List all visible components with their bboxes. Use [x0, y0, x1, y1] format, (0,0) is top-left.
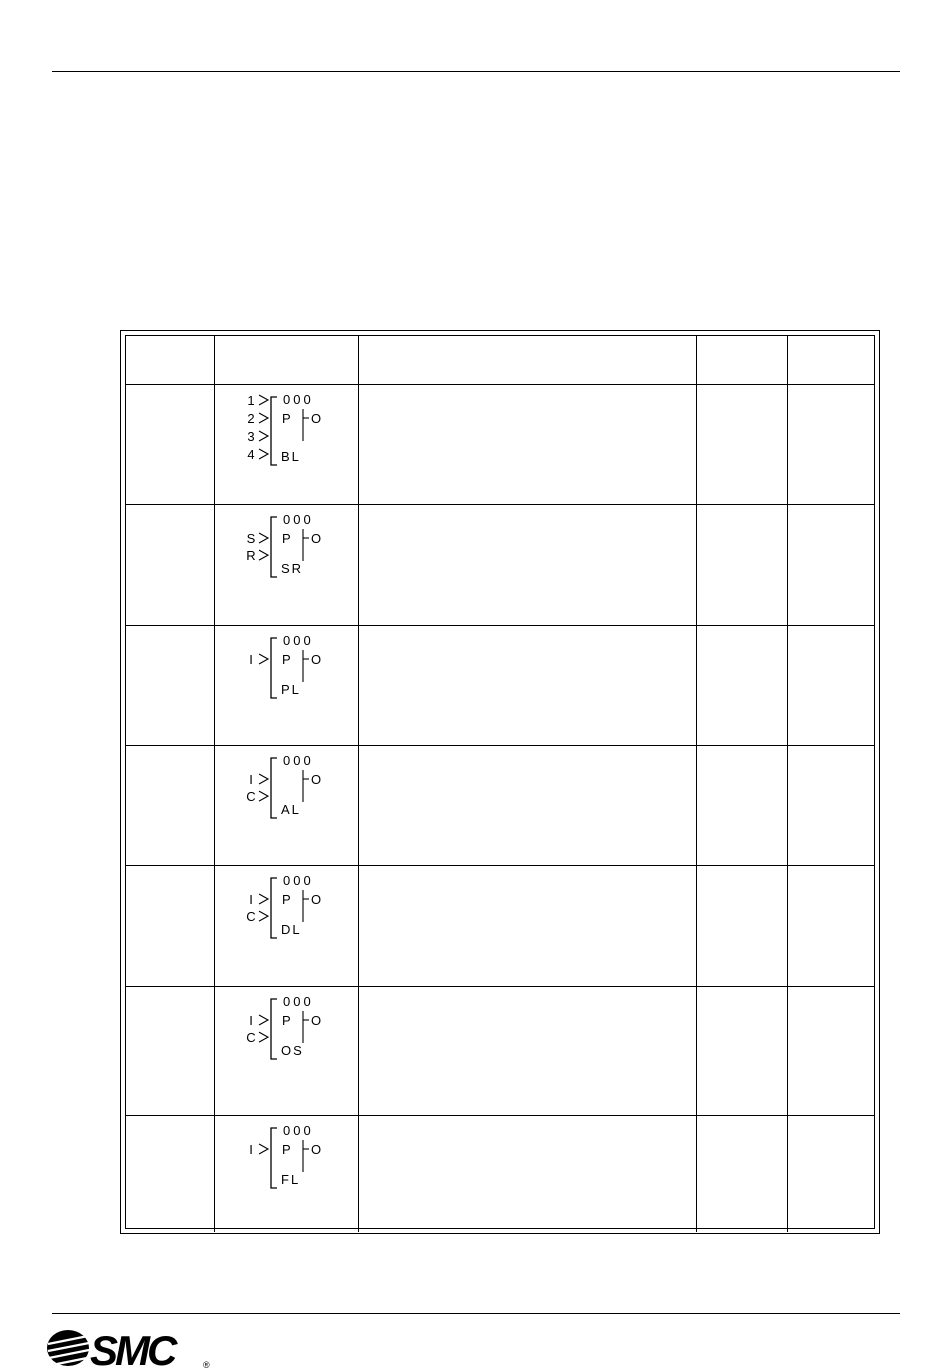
block-bracket [271, 878, 277, 938]
table-cell [358, 745, 696, 865]
symbol-cell [214, 865, 358, 986]
input-arrow [259, 395, 268, 405]
table-cell [358, 1115, 696, 1232]
header-cell [126, 336, 214, 384]
block-code: DL [280, 921, 302, 937]
table-cell [787, 625, 874, 745]
table-cell [696, 865, 787, 986]
table-row [126, 745, 874, 865]
input-arrow [259, 654, 268, 664]
input-arrow [259, 894, 268, 904]
input-arrow [259, 791, 268, 801]
table-cell [696, 504, 787, 625]
block-output: O [310, 891, 321, 907]
block-output: O [310, 410, 321, 426]
block-top-value: 000 [282, 511, 314, 527]
table-row [126, 625, 874, 745]
table-cell [126, 745, 214, 865]
block-param: P [281, 1012, 291, 1028]
input-label: I [248, 771, 253, 787]
function-block-table [126, 336, 874, 1232]
input-label: I [248, 1141, 253, 1157]
table-cell [787, 986, 874, 1115]
block-top-value: 000 [282, 1122, 314, 1138]
symbol-cell [214, 625, 358, 745]
block-top-value: 000 [282, 632, 314, 648]
table-cell [126, 504, 214, 625]
block-bracket [271, 758, 277, 818]
header-rule [52, 71, 900, 72]
table-header-row [126, 336, 874, 384]
block-param: P [281, 891, 291, 907]
block-bracket [271, 517, 277, 577]
table-cell [126, 625, 214, 745]
table-cell [696, 625, 787, 745]
function-block-symbol [215, 987, 359, 1087]
header-cell [787, 336, 874, 384]
input-label: I [248, 1012, 253, 1028]
table-cell [696, 384, 787, 504]
registered-mark: ® [203, 1360, 210, 1370]
input-label: R [245, 547, 256, 563]
table-cell [787, 504, 874, 625]
table-row [126, 865, 874, 986]
block-code: PL [280, 681, 301, 697]
function-block-symbol [215, 866, 359, 966]
symbol-cell [214, 384, 358, 504]
block-param: P [281, 651, 291, 667]
symbol-cell [214, 1115, 358, 1232]
table-cell [787, 1115, 874, 1232]
table-cell [787, 865, 874, 986]
input-label: 4 [246, 446, 255, 462]
block-output: O [310, 530, 321, 546]
input-label: I [248, 651, 253, 667]
block-code: AL [280, 801, 301, 817]
table-cell [358, 625, 696, 745]
input-label: 1 [246, 392, 255, 408]
smc-logo [46, 1324, 216, 1370]
header-cell [358, 336, 696, 384]
block-top-value: 000 [282, 391, 314, 407]
smc-logo-text: SMC [90, 1327, 175, 1370]
input-label: C [245, 788, 256, 804]
input-label: C [245, 908, 256, 924]
symbol-cell [214, 745, 358, 865]
block-code: OS [280, 1042, 304, 1058]
block-output: O [310, 651, 321, 667]
block-bracket [271, 397, 277, 465]
header-cell [696, 336, 787, 384]
input-arrow [259, 1032, 268, 1042]
table-cell [358, 865, 696, 986]
block-output: O [310, 1141, 321, 1157]
input-label: I [248, 891, 253, 907]
table-cell [126, 1115, 214, 1232]
table-row [126, 504, 874, 625]
symbol-cell [214, 504, 358, 625]
function-block-symbol [215, 1116, 359, 1216]
block-bracket [271, 999, 277, 1059]
input-label: S [246, 530, 255, 546]
table-cell [126, 865, 214, 986]
block-top-value: 000 [282, 872, 314, 888]
input-arrow [259, 431, 268, 441]
block-param: P [281, 1141, 291, 1157]
block-code: SR [280, 560, 303, 576]
input-arrow [259, 911, 268, 921]
table-cell [696, 1115, 787, 1232]
table-cell [358, 384, 696, 504]
block-code: BL [280, 448, 301, 464]
table-row [126, 1115, 874, 1232]
table-row [126, 986, 874, 1115]
block-output: O [310, 1012, 321, 1028]
block-bracket [271, 638, 277, 698]
input-arrow [259, 413, 268, 423]
footer-rule [52, 1313, 900, 1314]
header-cell [214, 336, 358, 384]
block-param: P [281, 530, 291, 546]
function-block-symbol [215, 626, 359, 726]
input-arrow [259, 449, 268, 459]
input-arrow [259, 550, 268, 560]
input-label: 3 [246, 428, 255, 444]
block-bracket [271, 1128, 277, 1188]
block-top-value: 000 [282, 993, 314, 1009]
table-cell [358, 986, 696, 1115]
table-cell [126, 384, 214, 504]
table-cell [696, 986, 787, 1115]
block-top-value: 000 [282, 752, 314, 768]
input-arrow [259, 1015, 268, 1025]
symbol-cell [214, 986, 358, 1115]
input-label: C [245, 1029, 256, 1045]
function-block-table-frame [120, 330, 880, 1234]
block-param: P [281, 410, 291, 426]
input-arrow [259, 1144, 268, 1154]
input-label: 2 [246, 410, 255, 426]
block-output: O [310, 771, 321, 787]
table-cell [787, 384, 874, 504]
table-cell [696, 745, 787, 865]
function-block-symbol [215, 385, 359, 485]
function-block-symbol [215, 505, 359, 605]
smc-logo-mark [47, 1330, 89, 1366]
block-code: FL [280, 1171, 300, 1187]
table-cell [358, 504, 696, 625]
table-cell [787, 745, 874, 865]
input-arrow [259, 533, 268, 543]
input-arrow [259, 774, 268, 784]
table-cell [126, 986, 214, 1115]
function-block-symbol [215, 746, 359, 846]
table-row [126, 384, 874, 504]
